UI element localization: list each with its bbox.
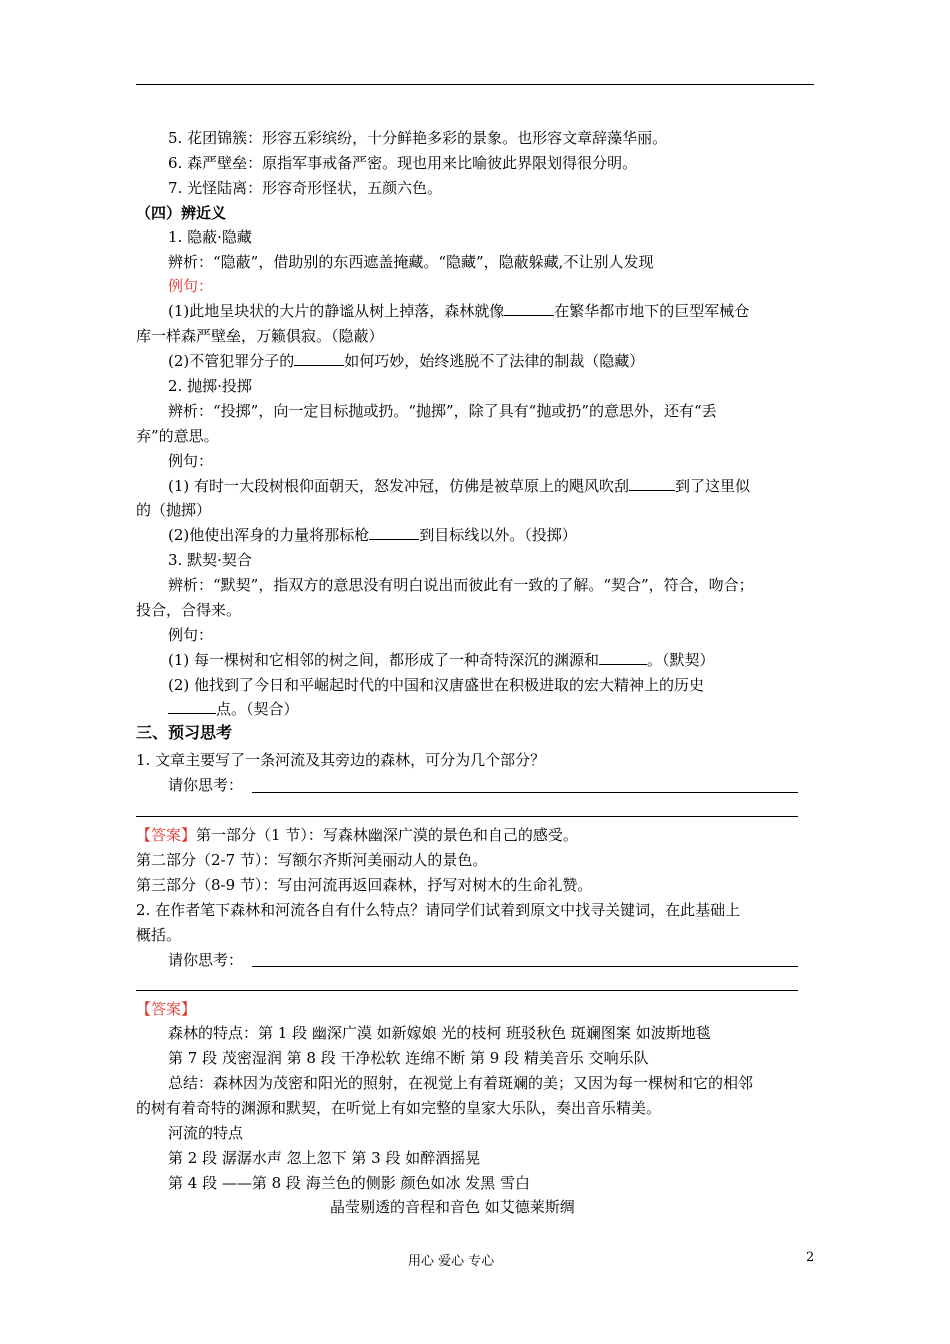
- think-prompt-1: 请你思考：: [168, 776, 244, 794]
- question-2: 2. 在作者笔下森林和河流各自有什么特点？请同学们试着到原文中找寻关键词，在此基础上: [136, 901, 741, 919]
- footer-motto: 用心 爱心 专心: [408, 1254, 495, 1269]
- answer-tag: 【答案】: [136, 1000, 197, 1018]
- synonym-group-1-title: 1. 隐蔽·隐藏: [168, 228, 252, 246]
- answer-line: [136, 816, 798, 817]
- river-features-1: 第 2 段 潺潺水声 忽上忽下 第 3 段 如醉酒摇晃: [168, 1149, 481, 1167]
- synonym-group-1-example-1-cont: 库一样森严壁垒，万籁俱寂。（隐蔽）: [136, 327, 384, 345]
- synonym-group-1-example-label: 例句：: [168, 277, 214, 295]
- answer-1-line-3: 第三部分（8-9 节）：写由河流再返回森林，抒写对树木的生命礼赞。: [136, 876, 593, 894]
- river-features-title: 河流的特点: [168, 1124, 244, 1142]
- synonym-group-2-example-label: 例句：: [168, 452, 214, 470]
- synonym-group-3-example-label: 例句：: [168, 626, 214, 644]
- synonym-group-2-analysis-cont: 弃”的意思。: [136, 427, 219, 445]
- synonym-group-1-example-1: (1)此地呈块状的大片的静谧从树上掉落，森林就像 在繁华都市地下的巨型军械仓: [168, 302, 750, 320]
- page-number: 2: [806, 1250, 815, 1265]
- synonym-group-3-title: 3. 默契·契合: [168, 551, 252, 569]
- synonym-group-3-analysis: 辨析：“默契”，指双方的意思没有明白说出而彼此有一致的了解。“契合”，符合，吻合；: [168, 576, 754, 594]
- answer-line: [252, 966, 798, 967]
- synonym-group-3-example-2-cont: 点。（契合）: [168, 699, 299, 719]
- header-rule: [136, 84, 814, 85]
- question-1: 1. 文章主要写了一条河流及其旁边的森林，可分为几个部分？: [136, 751, 546, 769]
- question-2-cont: 概括。: [136, 926, 182, 944]
- river-features-2: 第 4 段 ——第 8 段 海兰色的侧影 颜色如冰 发黑 雪白: [168, 1174, 531, 1192]
- synonym-group-2-example-2: (2)他使出浑身的力量将那标枪 到目标线以外。（投掷）: [168, 526, 577, 544]
- answer-line: [136, 990, 798, 991]
- synonym-group-3-example-2: (2) 他找到了今日和平崛起时代的中国和汉唐盛世在积极进取的宏大精神上的历史: [168, 676, 705, 694]
- synonym-group-3-example-1: (1) 每一棵树和它相邻的树之间，都形成了一种奇特深沉的渊源和 。（默契）: [168, 651, 715, 669]
- synonym-group-2-example-1: (1) 有时一大段树根仰面朝天，怒发冲冠，仿佛是被草原上的飓风吹刮 到了这里似: [168, 477, 751, 495]
- vocab-item-6: 6. 森严壁垒：原指军事戒备严密。现也用来比喻彼此界限划得很分明。: [168, 154, 638, 172]
- answer-line: [252, 792, 798, 793]
- answer-tag: 【答案】: [136, 826, 197, 844]
- summary-cont: 的树有着奇特的渊源和默契，在听觉上有如完整的皇家大乐队，奏出音乐精美。: [136, 1099, 662, 1117]
- vocab-item-5: 5. 花团锦簇：形容五彩缤纷，十分鲜艳多彩的景象。也形容文章辞藻华丽。: [168, 129, 668, 147]
- forest-features-2: 第 7 段 茂密湿润 第 8 段 干净松软 连绵不断 第 9 段 精美音乐 交响乐队: [168, 1049, 649, 1067]
- answer-1-line-2: 第二部分（2-7 节）：写额尔齐斯河美丽动人的景色。: [136, 851, 488, 869]
- synonym-group-1-analysis: 辨析：“隐蔽”，借助别的东西遮盖掩藏。“隐藏”，隐蔽躲藏,不让别人发现: [168, 253, 654, 271]
- summary: 总结：森林因为茂密和阳光的照射，在视觉上有着斑斓的美；又因为每一棵树和它的相邻: [168, 1074, 754, 1092]
- synonym-group-1-example-2: (2)不管犯罪分子的 如何巧妙，始终逃脱不了法律的制裁（隐藏）: [168, 352, 645, 370]
- river-features-3: 晶莹剔透的音程和音色 如艾德莱斯绸: [330, 1198, 575, 1216]
- vocab-item-7: 7. 光怪陆离：形容奇形怪状，五颜六色。: [168, 179, 443, 197]
- synonym-group-3-analysis-cont: 投合，合得来。: [136, 601, 242, 619]
- section-heading-preview: 三、预习思考: [136, 723, 233, 742]
- synonym-group-2-analysis: 辨析：“投掷”，向一定目标抛或扔。“抛掷”，除了具有“抛或扔”的意思外，还有“丢: [168, 402, 717, 420]
- synonym-group-2-example-1-cont: 的（抛掷）: [136, 501, 212, 519]
- answer-1-line-1: 【答案】第一部分（1 节）：写森林幽深广漠的景色和自己的感受。: [136, 826, 578, 844]
- think-prompt-2: 请你思考：: [168, 951, 244, 969]
- synonym-group-2-title: 2. 抛掷·投掷: [168, 377, 252, 395]
- section-heading-synonyms: （四）辨近义: [136, 204, 227, 222]
- forest-features-1: 森林的特点：第 1 段 幽深广漠 如新嫁娘 光的枝柯 班驳秋色 斑斓图案 如波斯地毯: [168, 1024, 711, 1042]
